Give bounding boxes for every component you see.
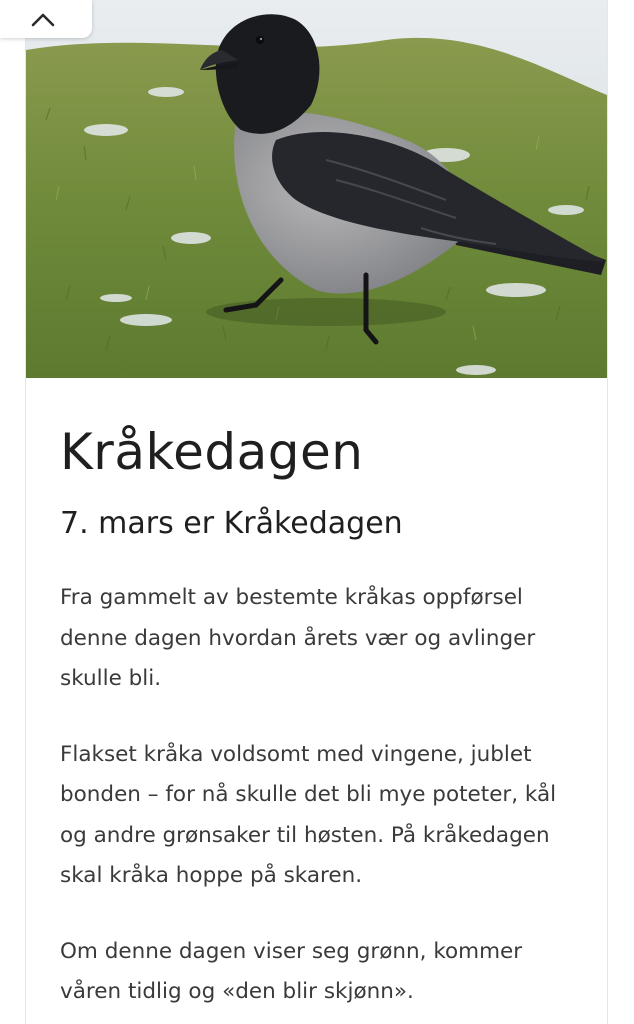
paragraph-3: Om denne dagen viser seg grønn, kommer våren tidlig og «den blir skjønn». xyxy=(60,938,523,1004)
paragraph-1: Fra gammelt av bestemte kråkas oppførsel denne dagen hvordan årets vær og avlinger skulle bli. xyxy=(60,585,536,691)
paragraph-2: Flakset kråka voldsomt med vingene, jublet bonden – for nå skulle det bli mye poteter, kål og andre grønsaker til høsten. På kråkedagen skal kråka hoppe på skaren. xyxy=(60,741,557,888)
hero-image xyxy=(26,0,607,378)
chevron-up-icon xyxy=(30,10,56,28)
article-subtitle: 7. mars er Kråkedagen xyxy=(60,506,403,541)
back-to-top-button[interactable] xyxy=(0,0,92,38)
crow-photo xyxy=(26,0,607,378)
article-content xyxy=(60,378,580,1013)
article-card xyxy=(25,0,608,1024)
page-title: Kråkedagen xyxy=(60,423,364,481)
